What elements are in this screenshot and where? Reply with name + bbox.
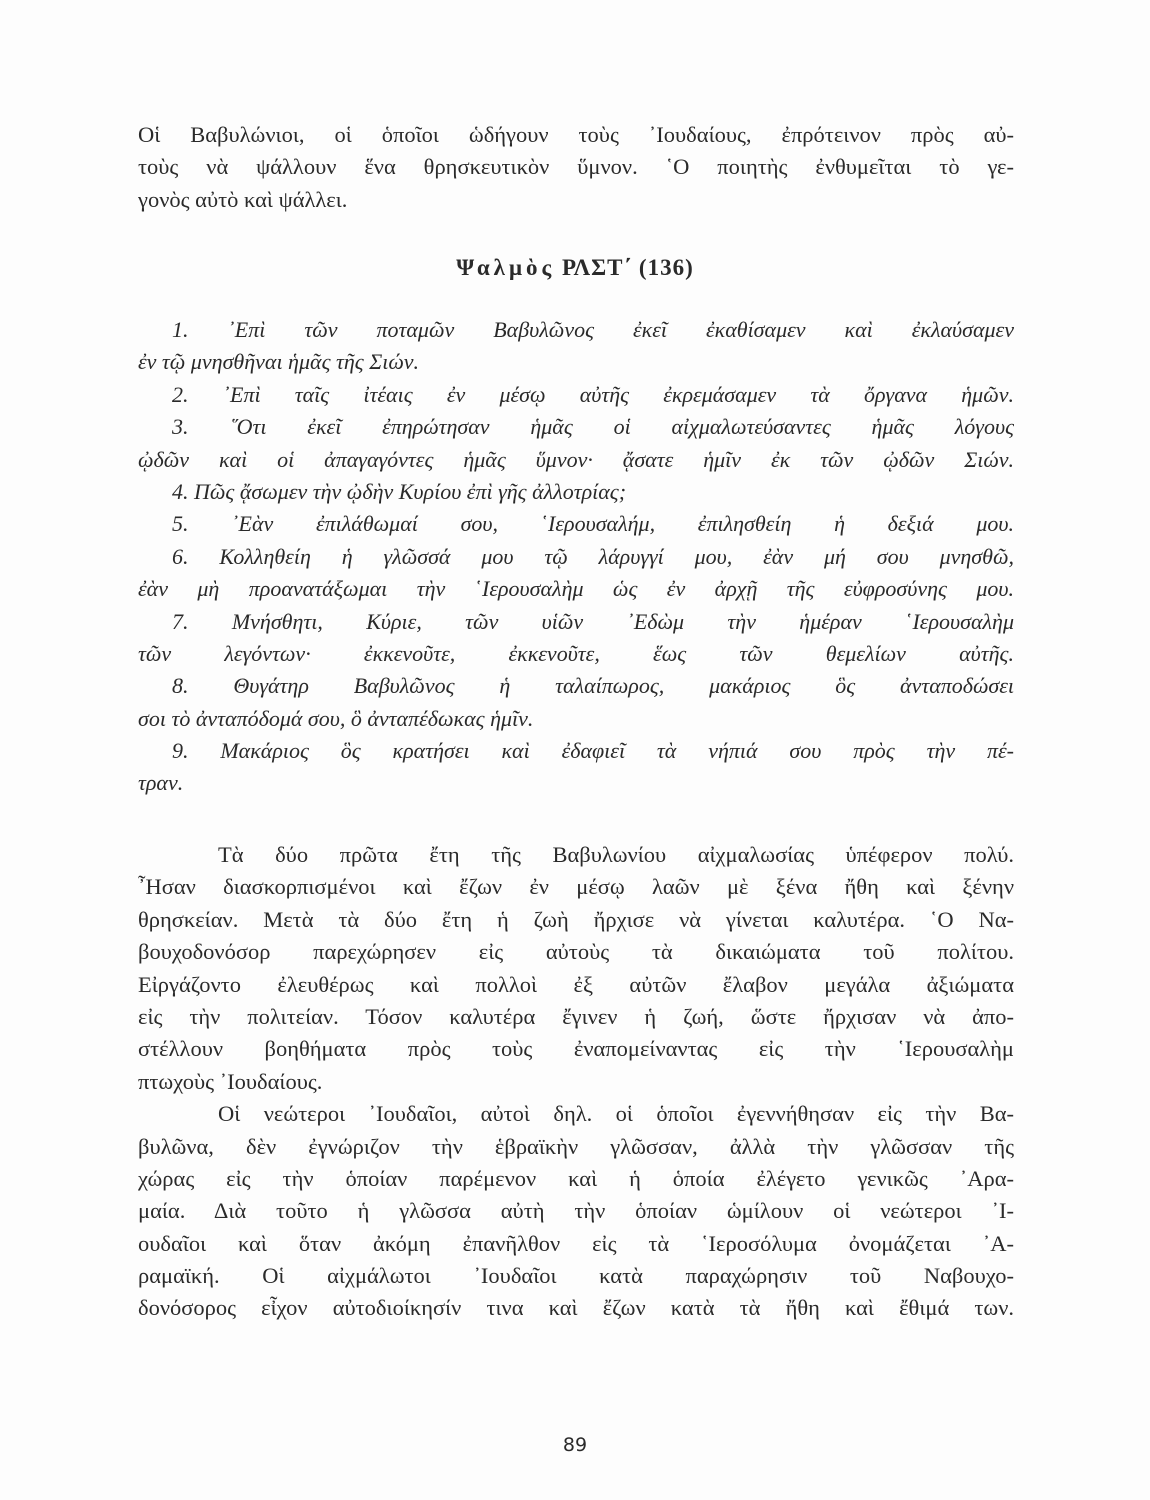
text-line: ῏Ησαν διασκορπισμένοι καὶ ἔζων ἐν μέσῳ λαῶν μὲ ξένα ἤθη καὶ ξένην	[138, 874, 1014, 900]
psalm-heading-word: Ψαλμὸς	[456, 255, 556, 280]
page-number: 89	[562, 1434, 588, 1456]
text-line: Οἱ Βαβυλώνιοι, οἱ ὁποῖοι ὡδήγουν τοὺς ᾿Ιουδαίους, ἐπρότεινον πρὸς αὐ-	[138, 122, 1014, 147]
text-line: δονόσορος εἶχον αὐτοδιοίκησίν τινα καὶ ἔζων κατὰ τὰ ἤθη καὶ ἔθιμά των.	[138, 1295, 1014, 1321]
text-line: ἐὰν μὴ προανατάξωμαι τὴν ῾Ιερουσαλὴμ ὡς ἐν ἀρχῇ τῆς εὐφροσύνης μου.	[138, 576, 1014, 602]
text-line: Οἱ νεώτεροι ᾿Ιουδαῖοι, αὐτοὶ δηλ. οἱ ὁποῖοι ἐγεννήθησαν εἰς τὴν Βα-	[218, 1101, 1014, 1127]
text-line: 6. Κολληθείη ἡ γλῶσσά μου τῷ λάρυγγί μου, ἐὰν μή σου μνησθῶ,	[172, 543, 1014, 569]
text-line: 1. ᾿Επὶ τῶν ποταμῶν Βαβυλῶνος ἐκεῖ ἐκαθίσαμεν καὶ ἐκλαύσαμεν	[172, 317, 1014, 342]
text-line: τῶν λεγόντων· ἐκκενοῦτε, ἐκκενοῦτε, ἕως τῶν θεμελίων αὐτῆς.	[138, 640, 1014, 666]
psalm-text	[138, 314, 1014, 800]
text-line: χώρας εἰς τὴν ὁποίαν παρέμενον καὶ ἡ ὁποία ἐλέγετο γενικῶς ᾿Αρα-	[138, 1165, 1014, 1191]
psalm-heading-number: ΡΛΣΤ΄ (136)	[561, 255, 694, 280]
text-line: θρησκείαν. Μετὰ τὰ δύο ἔτη ἡ ζωὴ ἤρχισε νὰ γίνεται καλυτέρα. ῾Ο Να-	[138, 906, 1014, 932]
text-line: μαία. Διὰ τοῦτο ἡ γλῶσσα αὐτὴ τὴν ὁποίαν ὡμίλουν οἱ νεώτεροι ᾿Ι-	[138, 1198, 1014, 1224]
text-line: 7. Μνήσθητι, Κύριε, τῶν υἱῶν ᾿Εδὼμ τὴν ἡμέραν ῾Ιερουσαλὴμ	[172, 608, 1014, 634]
text-line: 3. ῞Οτι ἐκεῖ ἐπηρώτησαν ἡμᾶς οἱ αἰχμαλωτεύσαντες ἡμᾶς λόγους	[172, 414, 1014, 440]
text-line: βυλῶνα, δὲν ἐγνώριζον τὴν ἑβραϊκὴν γλῶσσαν, ἀλλὰ τὴν γλῶσσαν τῆς	[138, 1133, 1014, 1159]
text-line: 4. Πῶς ᾄσωμεν τὴν ᾠδὴν Κυρίου ἐπὶ γῆς ἀλλοτρίας;	[172, 478, 627, 504]
text-line: 8. Θυγάτηρ Βαβυλῶνος ἡ ταλαίπωρος, μακάριος ὃς ἀνταποδώσει	[172, 673, 1014, 699]
text-line: ουδαῖοι καὶ ὅταν ἀκόμη ἐπανῆλθον εἰς τὰ ῾Ιεροσόλυμα ὀνομάζεται ᾿Α-	[138, 1230, 1014, 1256]
text-line: τοὺς νὰ ψάλλουν ἕνα θρησκευτικὸν ὕμνον. ῾Ο ποιητὴς ἐνθυμεῖται τὸ γε-	[138, 154, 1014, 180]
text-line: ᾠδῶν καὶ οἱ ἀπαγαγόντες ἡμᾶς ὕμνον· ᾄσατε ἡμῖν ἐκ τῶν ᾠδῶν Σιών.	[138, 446, 1014, 472]
text-line: 9. Μακάριος ὃς κρατήσει καὶ ἐδαφιεῖ τὰ νήπιά σου πρὸς τὴν πέ-	[172, 738, 1014, 764]
text-line: ἐν τῷ μνησθῆναι ἡμᾶς τῆς Σιών.	[138, 349, 420, 375]
text-line: βουχοδονόσορ παρεχώρησεν εἰς αὐτοὺς τὰ δικαιώματα τοῦ πολίτου.	[138, 939, 1014, 965]
psalm-heading	[0, 255, 1150, 281]
text-line: γονὸς αὐτὸ καὶ ψάλλει.	[138, 186, 348, 212]
text-line: εἰς τὴν πολιτείαν. Τόσον καλυτέρα ἔγινεν ἡ ζωή, ὥστε ἤρχισαν νὰ ἀπο-	[138, 1003, 1014, 1029]
commentary-text	[138, 839, 1014, 1325]
text-line: σοι τὸ ἀνταπόδομά σου, ὃ ἀνταπέδωκας ἡμῖν.	[138, 705, 534, 731]
text-line: τραν.	[138, 770, 184, 796]
text-line: 2. ᾿Επὶ ταῖς ἰτέαις ἐν μέσῳ αὐτῆς ἐκρεμάσαμεν τὰ ὄργανα ἡμῶν.	[172, 381, 1014, 407]
text-line: ραμαϊκή. Οἱ αἰχμάλωτοι ᾿Ιουδαῖοι κατὰ παραχώρησιν τοῦ Ναβουχο-	[138, 1263, 1014, 1289]
text-line: Τὰ δύο πρῶτα ἔτη τῆς Βαβυλωνίου αἰχμαλωσίας ὑπέφερον πολύ.	[218, 842, 1014, 867]
text-line: Εἰργάζοντο ἐλευθέρως καὶ πολλοὶ ἐξ αὐτῶν ἔλαβον μεγάλα ἀξιώματα	[138, 971, 1014, 997]
intro-paragraph	[138, 119, 1014, 216]
text-line: πτωχοὺς ᾿Ιουδαίους.	[138, 1068, 323, 1094]
text-line: στέλλουν βοηθήματα πρὸς τοὺς ἐναπομείναντας εἰς τὴν ῾Ιερουσαλὴμ	[138, 1036, 1014, 1062]
text-line: 5. ᾿Εὰν ἐπιλάθωμαί σου, ῾Ιερουσαλήμ, ἐπιλησθείη ἡ δεξιά μου.	[172, 511, 1014, 537]
